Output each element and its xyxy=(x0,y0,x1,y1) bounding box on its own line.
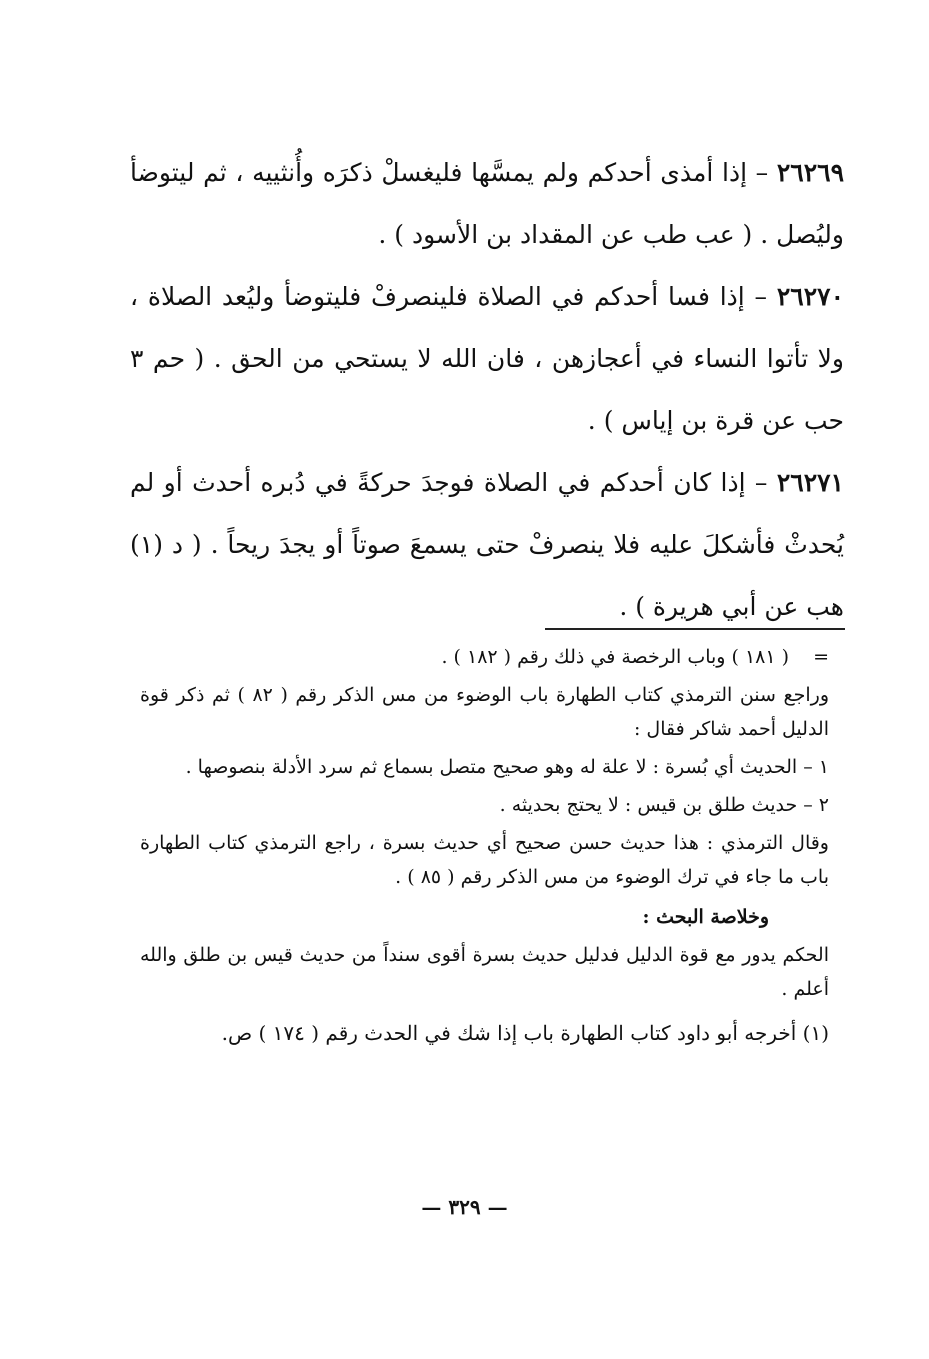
hadith-text: – إذا أمذى أحدكم ولم يمسَّها فليغسلْ ذكرَه وأُنثييه ، ثم ليتوضأ وليُصل . ( عب طب عن المقداد بن الأسود ) . xyxy=(130,158,844,249)
footnotes xyxy=(140,640,829,1054)
footnote-divider xyxy=(545,628,845,630)
hadith-26271 xyxy=(130,452,844,638)
hadith-number: ٢٦٢٧٠ xyxy=(776,282,844,311)
hadith-number: ٢٦٢٧١ xyxy=(776,468,844,497)
page-number: — ٣٢٩ — xyxy=(421,1195,508,1219)
main-text xyxy=(130,142,844,638)
hadith-26269 xyxy=(130,142,844,266)
footnote-point: ١ – الحديث أي بُسرة : لا علة له وهو صحيح متصل بسماع ثم سرد الأدلة بنصوصها . xyxy=(185,756,829,778)
summary-heading: وخلاصة البحث : xyxy=(642,906,769,928)
footnote-line: وقال الترمذي : هذا حديث حسن صحيح أي حديث بسرة ، راجع الترمذي كتاب الطهارة باب ما جاء في ترك الوضوء من مس الذكر رقم ( ٨٥ ) . xyxy=(140,832,829,888)
footnote-line: وراجع سنن الترمذي كتاب الطهارة باب الوضوء من مس الذكر رقم ( ٨٢ ) ثم ذكر قوة الدليل أحمد شاكر فقال : xyxy=(140,684,829,740)
footnote-point: ٢ – حديث طلق بن قيس : لا يحتج بحديثه . xyxy=(499,794,829,816)
footnote-continuation xyxy=(140,640,829,674)
summary-text: الحكم يدور مع قوة الدليل فدليل حديث بسرة أقوى سنداً من حديث قيس بن طلق والله أعلم . xyxy=(140,944,829,1000)
hadith-number: ٢٦٢٦٩ xyxy=(776,158,844,187)
footnote-line: ( ١٨١ ) وباب الرخصة في ذلك رقم ( ١٨٢ ) . xyxy=(441,646,790,668)
hadith-text: – إذا فسا أحدكم في الصلاة فلينصرفْ فليتوضأ وليُعد الصلاة ، ولا تأتوا النساء في أعجازهن ، فان الله لا يستحي من الحق . ( حم ٣ حب عن قرة بن إياس ) . xyxy=(130,282,844,435)
hadith-26270 xyxy=(130,266,844,452)
footnote-1: (١) أخرجه أبو داود كتاب الطهارة باب إذا شك في الحدث رقم ( ١٧٤ ) ص. xyxy=(221,1021,829,1045)
hadith-text: – إذا كان أحدكم في الصلاة فوجدَ حركةً في دُبره أحدث أو لم يُحدثْ فأشكلَ عليه فلا ينصرفْ حتى يسمعَ صوتاً أو يجدَ ريحاً . ( د (١) هب عن أبي هريرة ) . xyxy=(130,468,844,621)
continuation-marker: = xyxy=(813,646,829,668)
